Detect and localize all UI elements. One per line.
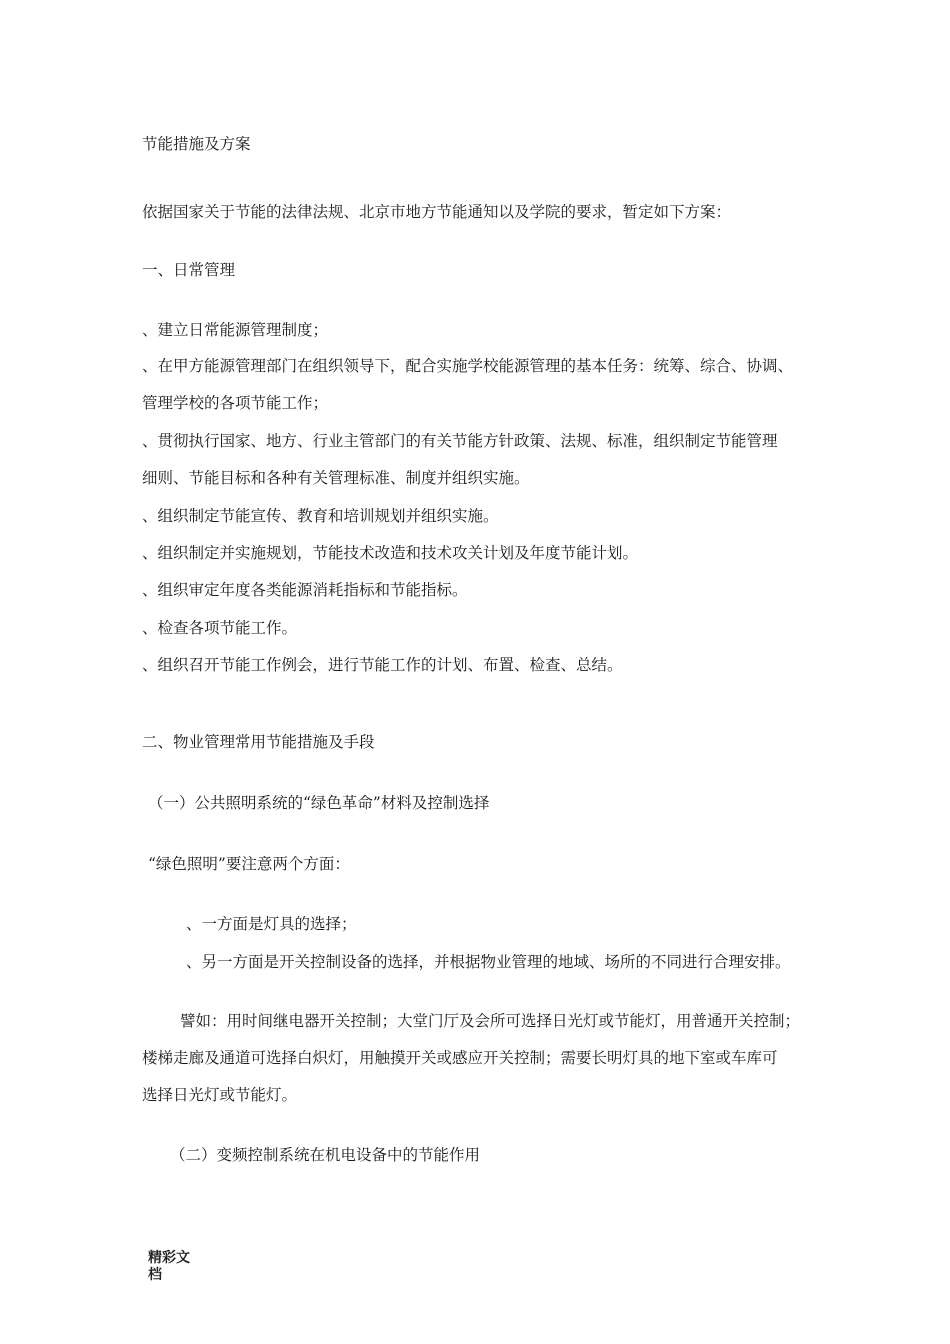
intro-paragraph: 依据国家关于节能的法律法规、北京市地方节能通知以及学院的要求，暂定如下方案： [142, 203, 732, 221]
section-heading: 一、日常管理 [142, 261, 236, 279]
subsection-heading: （二）变频控制系统在机电设备中的节能作用 [170, 1146, 481, 1164]
list-item: 、检查各项节能工作。 [142, 619, 298, 637]
footer-watermark [148, 1250, 190, 1284]
footer-line: 精彩文 [148, 1250, 190, 1266]
list-item: 、组织审定年度各类能源消耗指标和节能指标。 [142, 581, 468, 599]
aspect-item: 、另一方面是开关控制设备的选择，并根据物业管理的地域、场所的不同进行合理安排。 [186, 953, 791, 971]
list-item: 、建立日常能源管理制度； [142, 321, 329, 339]
list-item: 、组织制定并实施规划，节能技术改造和技术攻关计划及年度节能计划。 [142, 544, 639, 562]
aspect-item: 、一方面是灯具的选择； [186, 915, 357, 933]
list-item: 、贯彻执行国家、地方、行业主管部门的有关节能方针政策、法规、标准，组织制定节能管理 [142, 432, 778, 450]
list-item: 、在甲方能源管理部门在组织领导下，配合实施学校能源管理的基本任务：统筹、综合、协调、 [142, 357, 794, 375]
list-item-continuation: 细则、节能目标和各种有关管理标准、制度并组织实施。 [142, 469, 530, 487]
list-item: 、组织召开节能工作例会，进行节能工作的计划、布置、检查、总结。 [142, 656, 623, 674]
subsection-heading: （一）公共照明系统的“绿色革命”材料及控制选择 [148, 794, 490, 812]
green-lighting-intro: “绿色照明”要注意两个方面： [148, 855, 350, 873]
example-paragraph: 譬如：用时间继电器开关控制；大堂门厅及会所可选择日光灯或节能灯，用普通开关控制； [180, 1012, 801, 1030]
list-item: 、组织制定节能宣传、教育和培训规划并组织实施。 [142, 507, 499, 525]
example-paragraph-line: 选择日光灯或节能灯。 [142, 1086, 298, 1104]
footer-line: 档 [148, 1267, 162, 1283]
document-title: 节能措施及方案 [142, 135, 251, 153]
section-heading: 二、物业管理常用节能措施及手段 [142, 733, 375, 751]
example-paragraph-line: 楼梯走廊及通道可选择白炽灯，用触摸开关或感应开关控制；需要长明灯具的地下室或车库可 [142, 1049, 778, 1067]
list-item-continuation: 管理学校的各项节能工作； [142, 394, 329, 412]
